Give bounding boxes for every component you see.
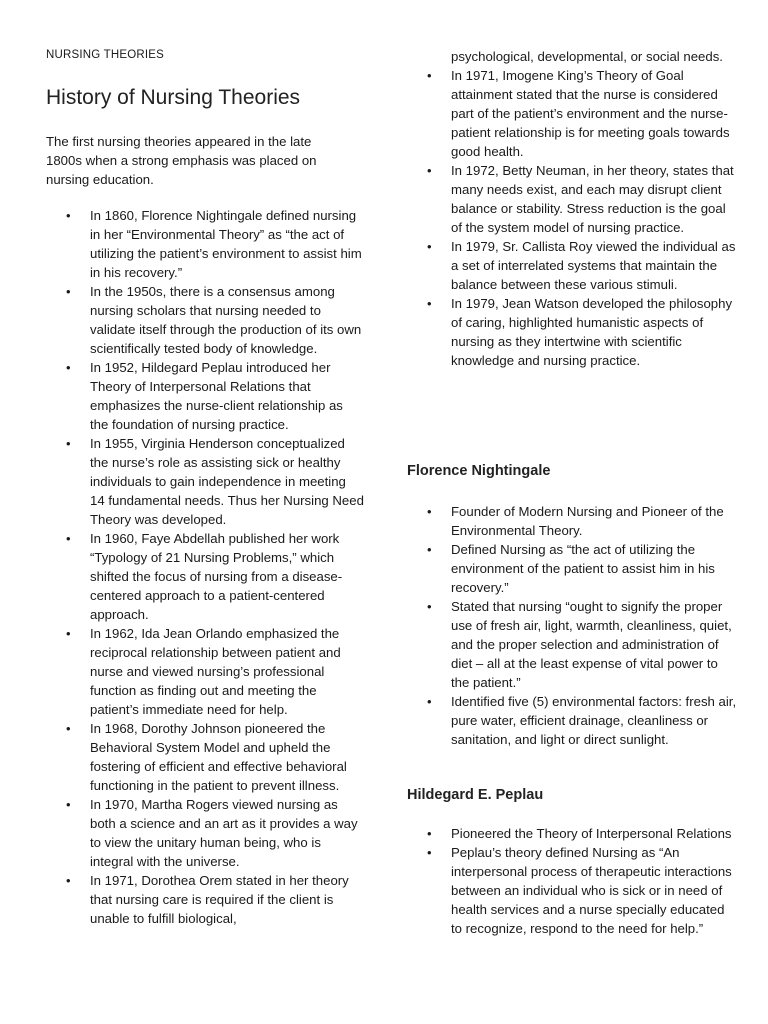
peplau-list [407,824,737,938]
history-item: • In 1971, Dorothea Orem stated in her theory that nursing care is required if the client is unable to fulfill biological, [46,871,364,928]
history-list [46,206,364,928]
nightingale-item: • Stated that nursing “ought to signify the proper use of fresh air, light, warmth, cleanliness, quiet, and the proper selection and administration of diet – all at the least expense of vital power to the patient.” [407,597,737,692]
history-item: • In 1955, Virginia Henderson conceptualized the nurse’s role as assisting sick or healthy individuals to gain independence in meeting 14 fundamental needs. Thus her Nursing Need Theory was developed. [46,434,364,529]
nightingale-list [407,502,737,749]
history-item: • In 1979, Jean Watson developed the philosophy of caring, highlighted humanistic aspects of nursing as they intertwine with scientific knowledge and nursing practice. [407,294,737,370]
history-item: • In 1979, Sr. Callista Roy viewed the individual as a set of interrelated systems that maintain the balance between these various stimuli. [407,237,737,294]
intro-paragraph: The first nursing theories appeared in the late 1800s when a strong emphasis was placed on nursing education. [46,134,317,187]
history-item: • In 1968, Dorothy Johnson pioneered the Behavioral System Model and upheld the fostering of efficient and effective behavioral functioning in the patient to prevent illness. [46,719,364,795]
history-list-continued [407,47,737,370]
page-title: History of Nursing Theories [46,86,301,109]
history-item: • In 1970, Martha Rogers viewed nursing as both a science and an art as it provides a way to view the unitary human being, who is integral with the universe. [46,795,364,871]
history-item: • In 1960, Faye Abdellah published her work “Typology of 21 Nursing Problems,” which shifted the focus of nursing from a disease-centered approach to a patient-centered approach. [46,529,364,624]
history-item: • In 1971, Imogene King’s Theory of Goal attainment stated that the nurse is considered part of the patient’s environment and the nurse-patient relationship is for meeting goals towards good health. [407,66,737,161]
section-label: NURSING THEORIES [46,49,165,61]
nightingale-heading: Florence Nightingale [407,463,551,479]
peplau-heading: Hildegard E. Peplau [407,787,544,803]
history-item: • In 1952, Hildegard Peplau introduced her Theory of Interpersonal Relations that emphasizes the nurse-client relationship as the foundation of nursing practice. [46,358,364,434]
nightingale-item: • Identified five (5) environmental factors: fresh air, pure water, efficient drainage, cleanliness or sanitation, and light or direct sunlight. [407,692,737,749]
history-item: • In 1860, Florence Nightingale defined nursing in her “Environmental Theory” as “the act of utilizing the patient’s environment to assist him in his recovery.” [46,206,364,282]
peplau-item: • Pioneered the Theory of Interpersonal Relations [407,824,737,843]
nightingale-item: • Founder of Modern Nursing and Pioneer of the Environmental Theory. [407,502,737,540]
history-item: • In the 1950s, there is a consensus among nursing scholars that nursing needed to validate itself through the production of its own scientifically tested body of knowledge. [46,282,364,358]
peplau-item: • Peplau’s theory defined Nursing as “An interpersonal process of therapeutic interactions between an individual who is sick or in need of health services and a nurse specially educated to recognize, respond to the need for help.” [407,843,737,938]
history-item: • In 1972, Betty Neuman, in her theory, states that many needs exist, and each may disrupt client balance or stability. Stress reduction is the goal of the system model of nursing practice. [407,161,737,237]
history-item: • In 1962, Ida Jean Orlando emphasized the reciprocal relationship between patient and nurse and viewed nursing’s professional function as finding out and meeting the patient’s immediate need for help. [46,624,364,719]
history-list-right [407,66,737,370]
nightingale-item: • Defined Nursing as “the act of utilizing the environment of the patient to assist him in his recovery.” [407,540,737,597]
history-item-continuation: psychological, developmental, or social needs. [451,49,723,64]
